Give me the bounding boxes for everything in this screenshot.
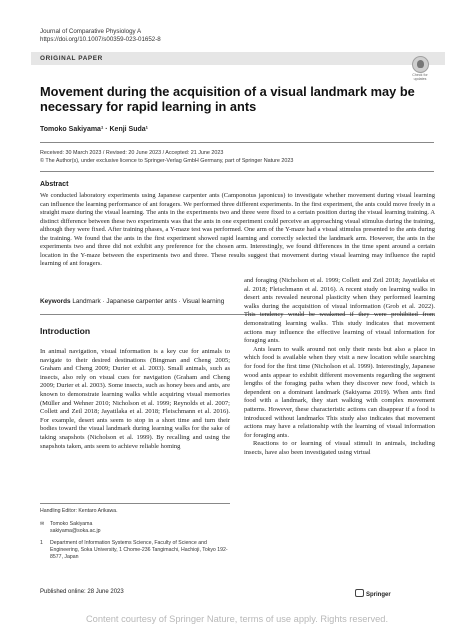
intro-paragraph: Reactions to or learning of visual stimuli in animals, including insects, have also been investigated using virtual bbox=[244, 440, 435, 456]
journal-name: Journal of Comparative Physiology A bbox=[40, 28, 142, 35]
history-dates: Received: 30 March 2023 / Revised: 20 June 2023 / Accepted: 21 June 2023 bbox=[40, 150, 224, 156]
divider bbox=[40, 142, 434, 143]
envelope-icon: ✉ bbox=[40, 520, 45, 527]
intro-paragraph: In animal navigation, visual information is a key cue for animals to navigate to their desired destinations (Bingman and Cheng 2005; Graham and Cheng 2009; Durier et al. 2003). Small animals, such as insects, also rely on visual cues for navigation (Graham and Cheng 2009; Durier et al. 2003). Some insects, such as honey bees and ants, are known to demonstrate learning walks while acquiring visual memories (Müller and Wehner 2010; Nicholson et al. 1999; Reynolds et al. 2007; Collett and Zeil 2018; Jayatilaka et al. 2018; Fleischmann et al. 2016). For example, desert ants seem to stop in a short time and turn their bodies toward the visual landmark during learning walks for the sake of taking snapshots (Nicholson et al. 1999). By recalling and using the snapshots taken, ants seem to achieve reliable homing bbox=[40, 348, 230, 450]
affiliation bbox=[40, 540, 230, 561]
affiliation-text: Department of Information Systems Science, Faculty of Science and Engineering, Soka University, 1 Chome-236 Tangimachi, Hachioji, Tokyo 192-8577, Japan bbox=[50, 539, 228, 560]
corresponding-email[interactable]: sakiyama@soka.ac.jp bbox=[50, 527, 101, 534]
intro-paragraph: Ants learn to walk around not only their nests but also a place in which food is available when they visit a new location while searching for food for the first time (Nicholson et al. 1999). Interestingly, Japanese wood ants appear to exhibit different movements regarding the segment lengths of the foraging paths when they discover new food, which is dependent on a dominant landmark (Sakiyama 2019). When ants find food with a landmark, they start walking with complex movement patterns. However, these characteristic actions can disappear if a food is introduced without landmarks This study also indicates that movement actions may have a relationship with the learning of visual information for foraging ants. bbox=[244, 345, 435, 439]
intro-paragraph: and foraging (Nicholson et al. 1999; Collett and Zeil 2018; Jayatilaka et al. 2018; Fleischmann et al. 2016). A recent study on learning walks in desert ants revealed neuronal plasticity when they performed learning walks during the acquisition of visual information (Grob et al. 2022). This tendency would be weakened if they were prohibited from demonstrating learning walks. This study indicates that movement actions may influence the effective learning of visual information for foraging ants. bbox=[244, 277, 435, 345]
divider bbox=[40, 171, 434, 172]
affiliation-number: 1 bbox=[40, 539, 43, 546]
published-date: Published online: 28 June 2023 bbox=[40, 589, 124, 595]
footnotes bbox=[40, 508, 230, 560]
publisher-logo bbox=[355, 589, 391, 598]
footnote-divider bbox=[40, 503, 230, 504]
abstract-heading: Abstract bbox=[40, 181, 69, 188]
check-updates-label: Check for updates bbox=[412, 73, 428, 82]
journal-doi[interactable]: https://doi.org/10.1007/s00359-023-01652-8 bbox=[40, 36, 161, 43]
keywords-label: Keywords bbox=[40, 298, 71, 305]
handling-editor: Handling Editor: Kentaro Arikawa. bbox=[40, 508, 118, 514]
introduction-heading: Introduction bbox=[40, 326, 91, 336]
corresponding-author bbox=[40, 521, 230, 535]
article-title: Movement during the acquisition of a visual landmark may be necessary for rapid learning in ants bbox=[40, 84, 415, 114]
article-type-label: ORIGINAL PAPER bbox=[40, 55, 103, 62]
courtesy-notice: Content courtesy of Springer Nature, terms of use apply. Rights reserved. bbox=[85, 614, 389, 624]
copyright-line: © The Author(s), under exclusive licence to Springer-Verlag GmbH Germany, part of Springer Nature 2023 bbox=[40, 158, 294, 164]
springer-horse-icon bbox=[355, 589, 364, 597]
keywords-list: Landmark · Japanese carpenter ants · Visual learning bbox=[72, 298, 225, 305]
article-dates bbox=[40, 149, 293, 165]
left-column bbox=[40, 348, 230, 451]
check-updates-icon bbox=[412, 56, 429, 73]
article-type-badge bbox=[31, 52, 445, 65]
abstract-text: We conducted laboratory experiments using Japanese carpenter ants (Camponotus japonicus) to investigate whether movement during visual learning can influence the learning performance of ant foragers. We performed three different experiments. In the first experiment, the ants could move freely in a straight maze during the visual learning. The ants in the experiments two and three were fixed to a certain position during the visual learning training. A distinct difference between these two experiments was that the ants in one experiment could perceive an approaching visual stimulus during the training, although they were fixed. After training phases, a Y-maze test was performed. One arm of the Y-maze had a visual stimulus presented to the ants during the training. We found that the ants in the first experiment showed rapid learning and correctly selected the landmark arm. However, the ants in the experiments two and three did not exhibit any preference for the chosen arm. Interestingly, we found differences in the time spent around a certain location in the Y-maze between the experiments two and three. These results suggest that movement during visual learning may influence the rapid learning of ant foragers. bbox=[40, 192, 435, 268]
author-list[interactable]: Tomoko Sakiyama¹ · Kenji Suda¹ bbox=[40, 126, 149, 133]
publisher-name: Springer bbox=[366, 592, 391, 598]
check-for-updates-button[interactable] bbox=[407, 56, 433, 82]
right-column bbox=[244, 277, 435, 457]
corresponding-name: Tomoko Sakiyama bbox=[50, 520, 93, 527]
journal-header bbox=[40, 28, 161, 44]
